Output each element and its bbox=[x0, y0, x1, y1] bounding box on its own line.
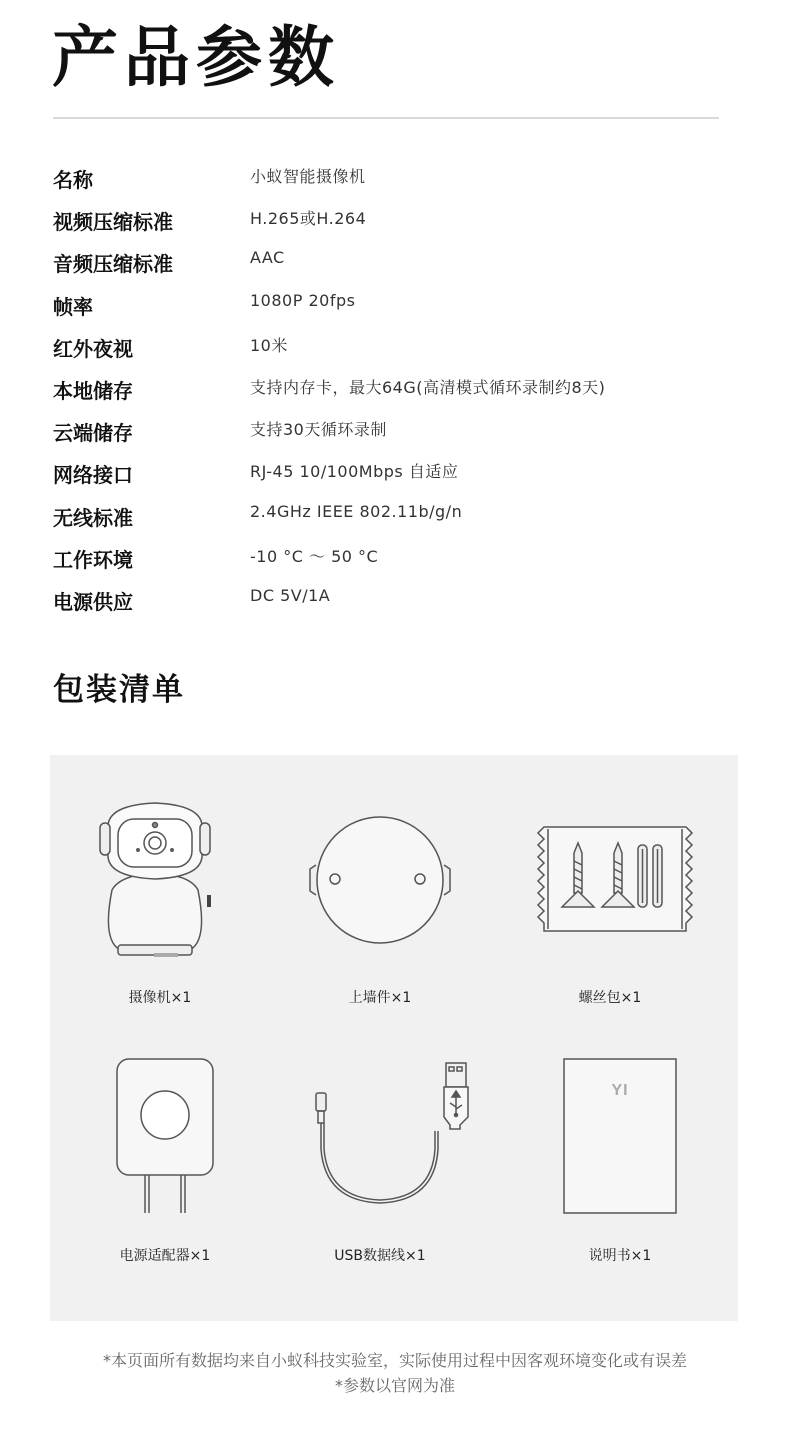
spec-row bbox=[53, 160, 753, 202]
manual-logo: YI bbox=[611, 1082, 629, 1099]
manual-icon bbox=[510, 1053, 730, 1223]
spec-value: 小蚁智能摄像机 bbox=[250, 167, 366, 186]
item-label: 摄像机×1 bbox=[128, 990, 192, 1006]
spec-value: 2.4GHz IEEE 802.11b/g/n bbox=[250, 501, 463, 521]
spec-row bbox=[53, 244, 753, 286]
spec-key: 电源供应 bbox=[53, 589, 133, 614]
spec-row bbox=[53, 413, 753, 455]
spec-value: 1080P 20fps bbox=[250, 290, 356, 310]
spec-row bbox=[53, 540, 753, 582]
spec-value: DC 5V/1A bbox=[250, 585, 331, 605]
spec-row bbox=[53, 329, 753, 371]
spec-key: 视频压缩标准 bbox=[53, 210, 173, 235]
package-item-camera bbox=[50, 795, 270, 1045]
package-item-power-adapter bbox=[55, 1053, 275, 1303]
spec-row bbox=[53, 455, 753, 497]
package-panel bbox=[50, 755, 738, 1321]
spec-key: 帧率 bbox=[53, 294, 93, 319]
spec-value: RJ-45 10/100Mbps 自适应 bbox=[250, 462, 459, 482]
spec-value: H.265或H.264 bbox=[250, 209, 367, 229]
camera-icon bbox=[50, 795, 270, 965]
title-divider bbox=[53, 117, 719, 119]
item-label: 说明书×1 bbox=[588, 1248, 652, 1264]
item-label: 上墙件×1 bbox=[348, 990, 412, 1006]
footnote-line2: *参数以官网为准 bbox=[334, 1376, 455, 1395]
package-item-wall-mount bbox=[270, 795, 490, 1045]
spec-row bbox=[53, 498, 753, 540]
spec-value: -10 °C ～ 50 °C bbox=[250, 546, 379, 566]
spec-value: AAC bbox=[250, 248, 285, 268]
spec-key: 红外夜视 bbox=[53, 336, 133, 361]
item-label: USB数据线×1 bbox=[334, 1248, 426, 1264]
spec-key: 音频压缩标准 bbox=[53, 252, 173, 277]
page-title: 产品参数 bbox=[52, 19, 340, 96]
screw-pack-icon bbox=[500, 795, 720, 965]
spec-key: 本地储存 bbox=[53, 378, 133, 403]
spec-key: 名称 bbox=[53, 168, 93, 192]
spec-table bbox=[53, 160, 753, 624]
spec-value: 支持内存卡，最大64G(高清模式循环录制约8天) bbox=[250, 377, 606, 397]
item-label: 螺丝包×1 bbox=[578, 990, 642, 1006]
spec-row bbox=[53, 287, 753, 329]
spec-row bbox=[53, 202, 753, 244]
usb-cable-icon bbox=[270, 1053, 490, 1223]
spec-key: 网络接口 bbox=[53, 463, 133, 488]
spec-key: 云端储存 bbox=[53, 421, 133, 446]
footnote-line1: *本页面所有数据均来自小蚁科技实验室，实际使用过程中因客观环境变化或有误差 bbox=[102, 1351, 687, 1370]
package-list-title: 包装清单 bbox=[53, 672, 185, 708]
package-item-manual bbox=[510, 1053, 730, 1303]
spec-key: 工作环境 bbox=[53, 547, 133, 572]
package-item-screw-pack bbox=[500, 795, 720, 1045]
spec-row bbox=[53, 371, 753, 413]
item-label: 电源适配器×1 bbox=[119, 1248, 211, 1264]
wall-mount-icon bbox=[270, 795, 490, 965]
package-item-usb-cable bbox=[270, 1053, 490, 1303]
spec-key: 无线标准 bbox=[53, 505, 133, 530]
power-adapter-icon bbox=[55, 1053, 275, 1223]
spec-row bbox=[53, 582, 753, 624]
spec-value: 10米 bbox=[250, 335, 288, 355]
spec-value: 支持30天循环录制 bbox=[250, 420, 387, 440]
